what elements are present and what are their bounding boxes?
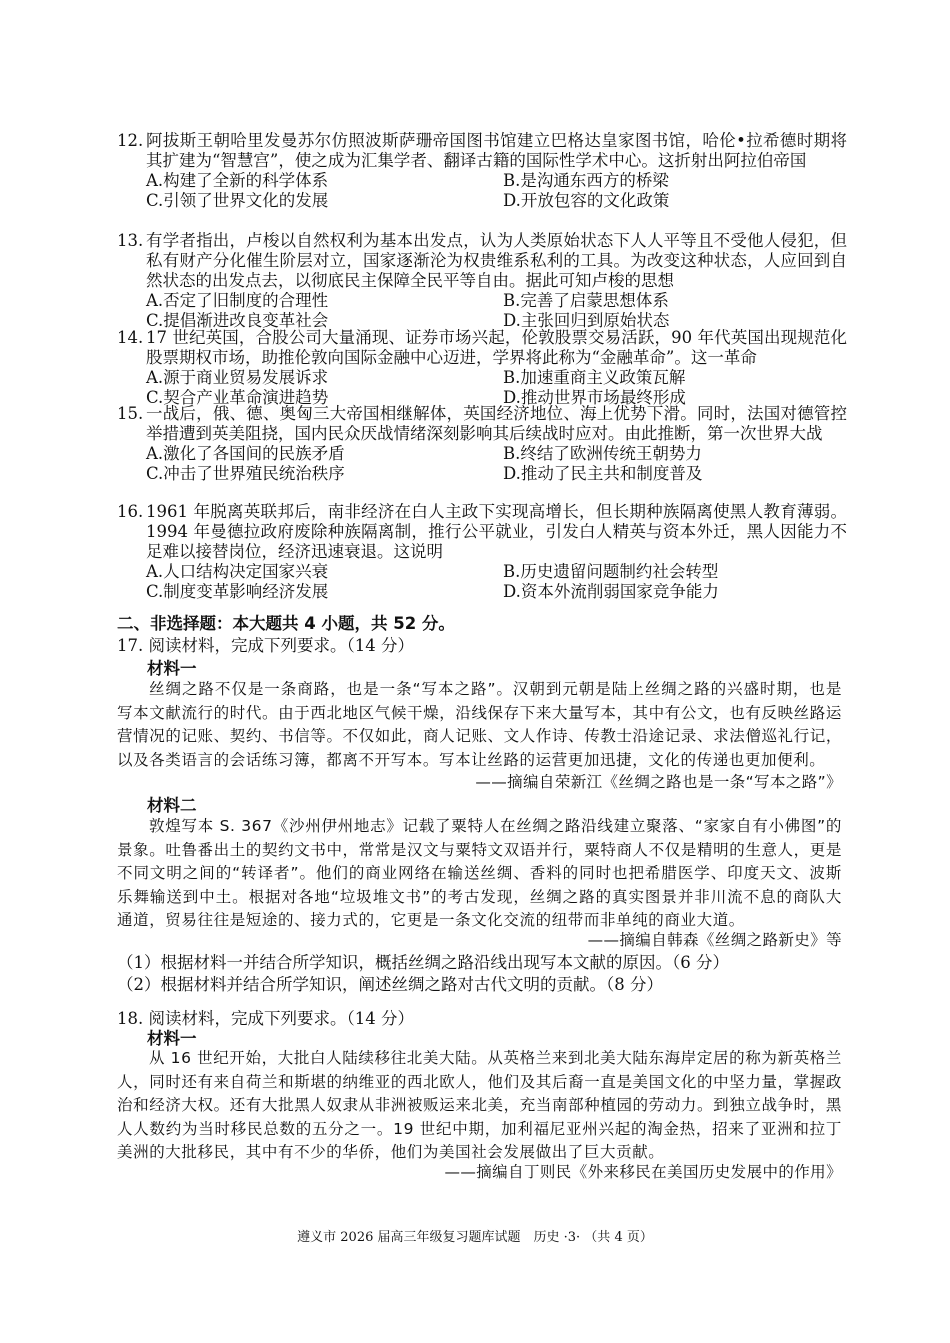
question-18-heading: 18. 阅读材料，完成下列要求。（14 分） — [117, 1009, 414, 1028]
option-a[interactable]: A.人口结构决定国家兴衰 — [146, 562, 329, 581]
question-stem: 一战后，俄、德、奥匈三大帝国相继解体，英国经济地位、海上优势下滑。同时，法国对德管控举措遭到英美阻挠，国内民众厌战情绪深刻影响其后续战时应对。由此推断，第一次世界大战 — [146, 404, 847, 443]
question-stem: 有学者指出，卢梭以自然权利为基本出发点，认为人类原始状态下人人平等且不受他人侵犯，但私有财产分化催生阶层对立，国家逐渐沦为权贵维系私利的工具。为改变这种状态，人应回到自然状态的出发点去，以彻底民主保障全民平等自由。据此可知卢梭的思想 — [146, 231, 847, 290]
material-paragraph: 丝绸之路不仅是一条商路，也是一条“写本之路”。汉朝到元朝是陆上丝绸之路的兴盛时期，也是写本文献流行的时代。由于西北地区气候干燥，沿线保存下来大量写本，其中有公文，也有反映丝路运营情况的记账、契约、书信等。不仅如此，商人记账、文人作诗、传教士沿途记录、求法僧巡礼行记，以及各类语言的会话练习簿，都离不开写本。写本让丝路的运营更加迅捷，文化的传递也更加便利。 — [117, 680, 842, 769]
question-number: 14. — [117, 328, 144, 347]
material-2-title: 材料二 — [147, 796, 197, 815]
question-16 — [117, 502, 847, 602]
option-a[interactable]: A.构建了全新的科学体系 — [146, 171, 329, 190]
question-stem: 阿拔斯王朝哈里发曼苏尔仿照波斯萨珊帝国图书馆建立巴格达皇家图书馆，哈伦•拉希德时期将其扩建为“智慧宫”，使之成为汇集学者、翻译古籍的国际性学术中心。这折射出阿拉伯帝国 — [146, 131, 847, 170]
option-b[interactable]: B.历史遗留问题制约社会转型 — [503, 562, 719, 581]
option-c[interactable]: C.冲击了世界殖民统治秩序 — [146, 464, 345, 483]
question-12 — [117, 131, 847, 211]
option-d[interactable]: D.主张回归到原始状态 — [503, 311, 670, 330]
option-b[interactable]: B.完善了启蒙思想体系 — [503, 291, 669, 310]
options — [146, 171, 847, 211]
option-a[interactable]: A.激化了各国间的民族矛盾 — [146, 444, 345, 463]
material-1-text — [117, 1047, 842, 1165]
material-1-source: ——摘编自丁则民《外来移民在美国历史发展中的作用》 — [444, 1163, 842, 1181]
option-c[interactable]: C.提倡渐进改良变革社会 — [146, 311, 329, 330]
material-1-title: 材料一 — [147, 659, 197, 678]
option-b[interactable]: B.终结了欧洲传统王朝势力 — [503, 444, 702, 463]
question-15 — [117, 404, 847, 484]
option-c[interactable]: C.制度变革影响经济发展 — [146, 582, 329, 601]
option-d[interactable]: D.资本外流削弱国家竞争能力 — [503, 582, 719, 601]
page-footer: 遵义市 2026 届高三年级复习题库试题 历史 ·3· （共 4 页） — [297, 1230, 653, 1245]
option-c[interactable]: C.引领了世界文化的发展 — [146, 191, 329, 210]
section-heading: 二、非选择题：本大题共 4 小题，共 52 分。 — [117, 614, 455, 633]
question-stem: 17 世纪英国，合股公司大量涌现、证券市场兴起，伦敦股票交易活跃，90 年代英国出现规范化股票期权市场，助推伦敦向国际金融中心迈进，学界将此称为“金融革命”。这一革命 — [146, 328, 847, 367]
options — [146, 368, 847, 408]
question-stem: 1961 年脱离英联邦后，南非经济在白人主政下实现高增长，但长期种族隔离使黑人教育薄弱。1994 年曼德拉政府废除种族隔离制，推行公平就业，引发白人精英与资本外迁，黑人因能力不足难以接替岗位，经济迅速衰退。这说明 — [146, 502, 847, 561]
option-a[interactable]: A.源于商业贸易发展诉求 — [146, 368, 329, 387]
material-paragraph: 敦煌写本 S. 367《沙州伊州地志》记载了粟特人在丝绸之路沿线建立聚落、“家家自有小佛图”的景象。吐鲁番出土的契约文书中，常常是汉文与粟特文双语并行，粟特商人不仅是精明的生意人，更是不同文明之间的“转译者”。他们的商业网络在输送丝绸、香料的同时也把希腊医学、印度天文、波斯乐舞输送到中土。根据对各地“垃圾堆文书”的考古发现，丝绸之路的真实图景并非川流不息的商队大通道，贸易往往是短途的、接力式的，它更是一条文化交流的纽带而非单纯的商业大道。 — [117, 817, 842, 930]
option-b[interactable]: B.加速重商主义政策瓦解 — [503, 368, 686, 387]
question-14 — [117, 328, 847, 408]
option-d[interactable]: D.推动世界市场最终形成 — [503, 388, 686, 407]
option-a[interactable]: A.否定了旧制度的合理性 — [146, 291, 329, 310]
question-number: 16. — [117, 502, 144, 521]
question-13 — [117, 231, 847, 331]
option-d[interactable]: D.推动了民主共和制度普及 — [503, 464, 703, 483]
material-1-text — [117, 678, 842, 772]
material-1-source: ——摘编自荣新江《丝绸之路也是一条“写本之路”》 — [475, 773, 842, 791]
question-number: 13. — [117, 231, 144, 250]
options — [146, 291, 847, 331]
option-c[interactable]: C.契合产业革命演进趋势 — [146, 388, 329, 407]
options — [146, 562, 847, 602]
material-1-title: 材料一 — [147, 1029, 197, 1048]
material-2-text — [117, 815, 842, 933]
requirement-1: （1）根据材料一并结合所学知识，概括丝绸之路沿线出现写本文献的原因。（6 分） — [117, 953, 729, 972]
options — [146, 444, 847, 484]
option-d[interactable]: D.开放包容的文化政策 — [503, 191, 670, 210]
question-number: 12. — [117, 131, 144, 150]
material-paragraph: 从 16 世纪开始，大批白人陆续移往北美大陆。从英格兰来到北美大陆东海岸定居的称为新英格兰人，同时还有来自荷兰和斯堪的纳维亚的西北欧人，他们及其后裔一直是美国文化的中坚力量，掌握政治和经济大权。还有大批黑人奴隶从非洲被贩运来北美，充当南部种植园的劳动力。到独立战争时，黑人人数约为当时移民总数的五分之一。19 世纪中期，加利福尼亚州兴起的淘金热，招来了亚洲和拉丁美洲的大批移民，其中有不少的华侨，他们为美国社会发展做出了巨大贡献。 — [117, 1049, 842, 1162]
question-number: 15. — [117, 404, 144, 423]
material-2-source: ——摘编自韩森《丝绸之路新史》等 — [587, 931, 842, 949]
question-17-heading: 17. 阅读材料，完成下列要求。（14 分） — [117, 636, 414, 655]
option-b[interactable]: B.是沟通东西方的桥梁 — [503, 171, 669, 190]
requirement-2: （2）根据材料并结合所学知识，阐述丝绸之路对古代文明的贡献。（8 分） — [117, 975, 663, 994]
